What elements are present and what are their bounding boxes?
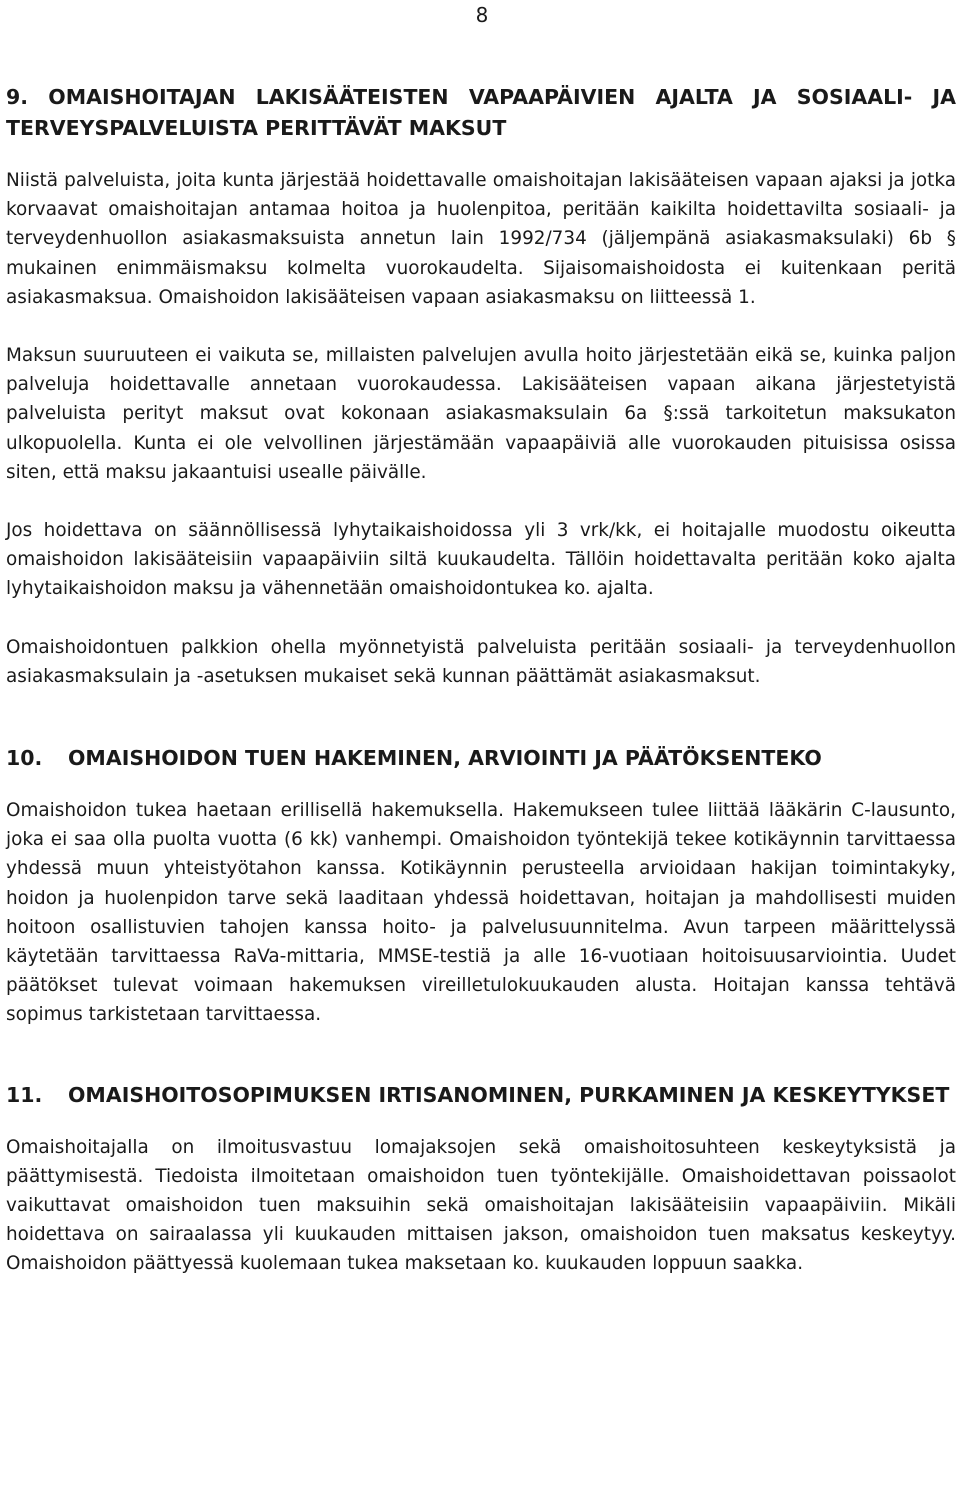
section-9-heading [6,82,956,144]
section-9 [6,82,956,691]
section-11-number: 11. [6,1082,43,1107]
section-9-paragraph-1: Niistä palveluista, joita kunta järjestää hoidettavalle omaishoitajan lakisääteisen vapaan ajaksi ja jotka korvaavat omaishoitajan antamaa hoitoa ja huolenpitoa, peritään kaikilta hoidettavilta sosiaali- ja terveydenhuollon asiakasmaksuista annetun lain 1992/734 (jäljempänä asiakasmaksulaki) 6b § mukainen enimmäismaksu kolmelta vuorokaudelta. Sijaisomaishoidosta ei kuitenkaan peritä asiakasmaksua. Omaishoidon lakisääteisen vapaan asiakasmaksu on liitteessä 1. [6,170,956,308]
section-11-heading [6,1080,956,1111]
section-11-title: OMAISHOITOSOPIMUKSEN IRTISANOMINEN, PURKAMINEN JA KESKEYTYKSET [68,1082,950,1107]
section-10-title: OMAISHOIDON TUEN HAKEMINEN, ARVIOINTI JA PÄÄTÖKSENTEKO [68,746,822,771]
section-9-number: 9. [6,85,29,109]
section-10-number: 10. [6,746,43,771]
section-9-paragraph-3: Jos hoidettava on säännöllisessä lyhytaikaishoidossa yli 3 vrk/kk, ei hoitajalle muodostu oikeutta omaishoidon lakisääteisiin vapaapäiviin siltä kuukaudelta. Tällöin hoidettavalta peritään koko ajalta lyhytaikaishoidon maksu ja vähennetään omaishoidontukea ko. ajalta. [6,520,956,600]
section-9-title: OMAISHOITAJAN LAKISÄÄTEISTEN VAPAAPÄIVIEN AJALTA JA SOSIAALI- JA TERVEYSPALVELUISTA PERITTÄVÄT MAKSUT [6,85,956,140]
section-9-paragraph-2: Maksun suuruuteen ei vaikuta se, millaisten palvelujen avulla hoito järjestetään eikä se, kuinka paljon palveluja hoidettavalle annetaan vuorokaudessa. Lakisääteisen vapaan aikana järjestetyistä palveluista perityt maksut ovat kokonaan asiakasmaksulain 6a §:ssä tarkoitetun maksukaton ulkopuolella. Kunta ei ole velvollinen järjestämään vapaapäiviä alle vuorokauden pituisissa osissa siten, että maksu jakaantuisi usealle päivälle. [6,345,956,483]
section-11 [6,1080,956,1279]
section-10 [6,743,956,1030]
section-10-paragraph-1: Omaishoidon tukea haetaan erillisellä hakemuksella. Hakemukseen tulee liittää lääkärin C-lausunto, joka ei saa olla puolta vuotta (6 kk) vanhempi. Omaishoidon työntekijä tekee kotikäynnin tarvittaessa yhdessä muun yhteistyötahon kanssa. Kotikäynnin perusteella arvioidaan hakijan toimintakyky, hoidon ja huolenpidon tarve sekä laaditaan yhdessä hoidettavan, hoitajan ja mahdollisesti muiden hoitoon osallistuvien tahojen kanssa hoito- ja palvelusuunnitelma. Avun tarpeen määrittelyssä käytetään tarvittaessa RaVa-mittaria, MMSE-testiä ja alle 16-vuotiaan hoitoisuusarviointia. Uudet päätökset tulevat voimaan hakemuksen vireilletulokuukauden alusta. Hoitajan kanssa tehtävä sopimus tarkistetaan tarvittaessa. [6,800,956,1026]
document-body [6,82,956,1279]
section-9-paragraph-4: Omaishoidontuen palkkion ohella myönnetyistä palveluista peritään sosiaali- ja terveydenhuollon asiakasmaksulain ja -asetuksen mukaiset sekä kunnan päättämät asiakasmaksut. [6,636,956,687]
section-11-paragraph-1: Omaishoitajalla on ilmoitusvastuu lomajaksojen sekä omaishoitosuhteen keskeytyksistä ja päättymisestä. Tiedoista ilmoitetaan omaishoidon tuen työntekijälle. Omaishoidettavan poissaolot vaikuttavat omaishoidon tuen maksuihin sekä omaishoitajan lakisääteisiin vapaapäiviin. Mikäli hoidettava on sairaalassa yli kuukauden mittaisen jakson, omaishoidon tuen maksatus keskeytyy. Omaishoidon päättyessä kuolemaan tukea maksetaan ko. kuukauden loppuun saakka. [6,1136,956,1275]
page-number: 8 [475,3,489,27]
section-10-heading [6,743,956,774]
